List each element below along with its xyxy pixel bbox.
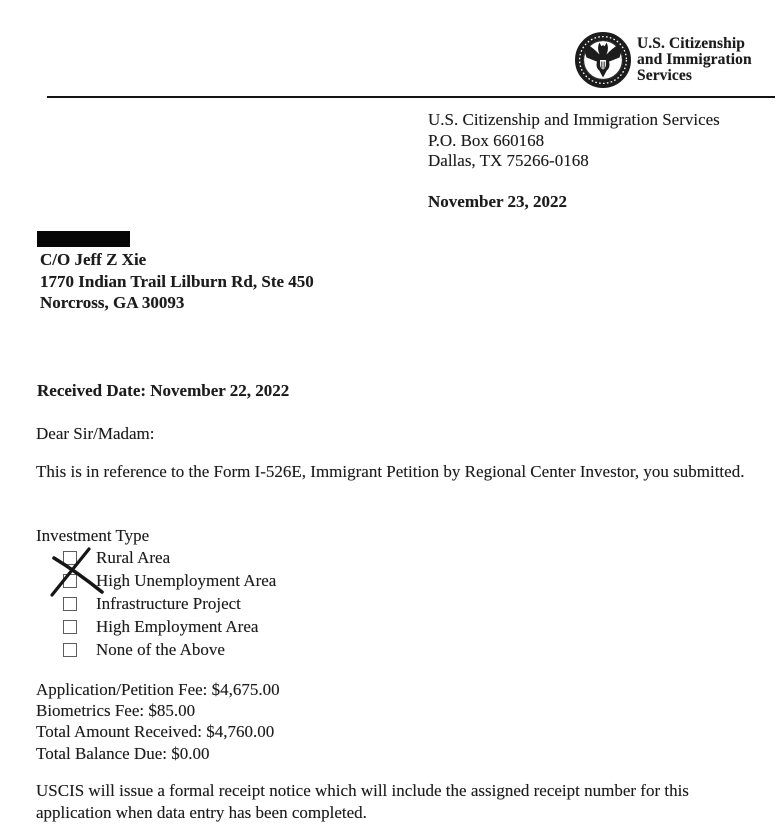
received-date-line: Received Date: November 22, 2022 <box>37 381 290 400</box>
option-label: Rural Area <box>96 547 171 567</box>
recipient-line: 1770 Indian Trail Lilburn Rd, Ste 450 <box>40 271 314 291</box>
header-divider <box>47 96 775 98</box>
option-label: None of the Above <box>96 640 225 660</box>
sender-line: U.S. Citizenship and Immigration Services <box>428 110 720 129</box>
sender-line: Dallas, TX 75266-0168 <box>428 151 589 170</box>
fee-line-application-petition: Application/Petition Fee: $4,675.00 <box>36 680 280 699</box>
investment-options-list <box>63 546 276 662</box>
wordmark-line: U.S. Citizenship <box>637 35 745 52</box>
salutation: Dear Sir/Madam: <box>36 424 155 443</box>
recipient-line: C/O Jeff Z Xie <box>40 250 147 269</box>
recipient-line: Norcross, GA 30093 <box>40 293 185 312</box>
checkbox-none-of-the-above <box>63 643 77 657</box>
dhs-seal-icon <box>574 31 632 89</box>
investment-type-heading: Investment Type <box>36 526 150 545</box>
recipient-address-block <box>40 249 314 314</box>
option-row-high-unemployment-area <box>63 569 276 592</box>
fees-block <box>36 679 280 764</box>
closing-paragraph: USCIS will issue a formal receipt notice which will include the assigned receipt number for this application when data entry has been completed. <box>36 781 689 822</box>
sender-line: P.O. Box 660168 <box>428 130 545 150</box>
letter-date: November 23, 2022 <box>428 192 567 211</box>
intro-paragraph: This is in reference to the Form I-526E, Immigrant Petition by Regional Center Investor, you submitted. <box>36 462 745 481</box>
fee-line-total-received: Total Amount Received: $4,760.00 <box>36 722 275 742</box>
option-label: High Employment Area <box>96 617 259 637</box>
option-row-rural-area <box>63 546 276 569</box>
redacted-name-bar <box>37 231 130 247</box>
checkbox-rural-area <box>63 551 77 565</box>
fee-line-biometrics: Biometrics Fee: $85.00 <box>36 701 196 721</box>
checkbox-infrastructure-project <box>63 597 77 611</box>
option-row-none-of-the-above <box>63 639 276 662</box>
agency-wordmark <box>637 36 752 84</box>
option-row-infrastructure-project <box>63 592 276 615</box>
wordmark-line: and Immigration <box>637 51 752 68</box>
wordmark-line: Services <box>637 67 693 84</box>
option-row-high-employment-area <box>63 616 276 639</box>
option-label: Infrastructure Project <box>96 593 241 613</box>
checkbox-high-employment-area <box>63 620 77 634</box>
fee-line-balance-due: Total Balance Due: $0.00 <box>36 743 210 763</box>
checkbox-high-unemployment-area <box>63 574 77 588</box>
sender-address-block <box>428 110 720 172</box>
option-label: High Unemployment Area <box>96 570 277 590</box>
